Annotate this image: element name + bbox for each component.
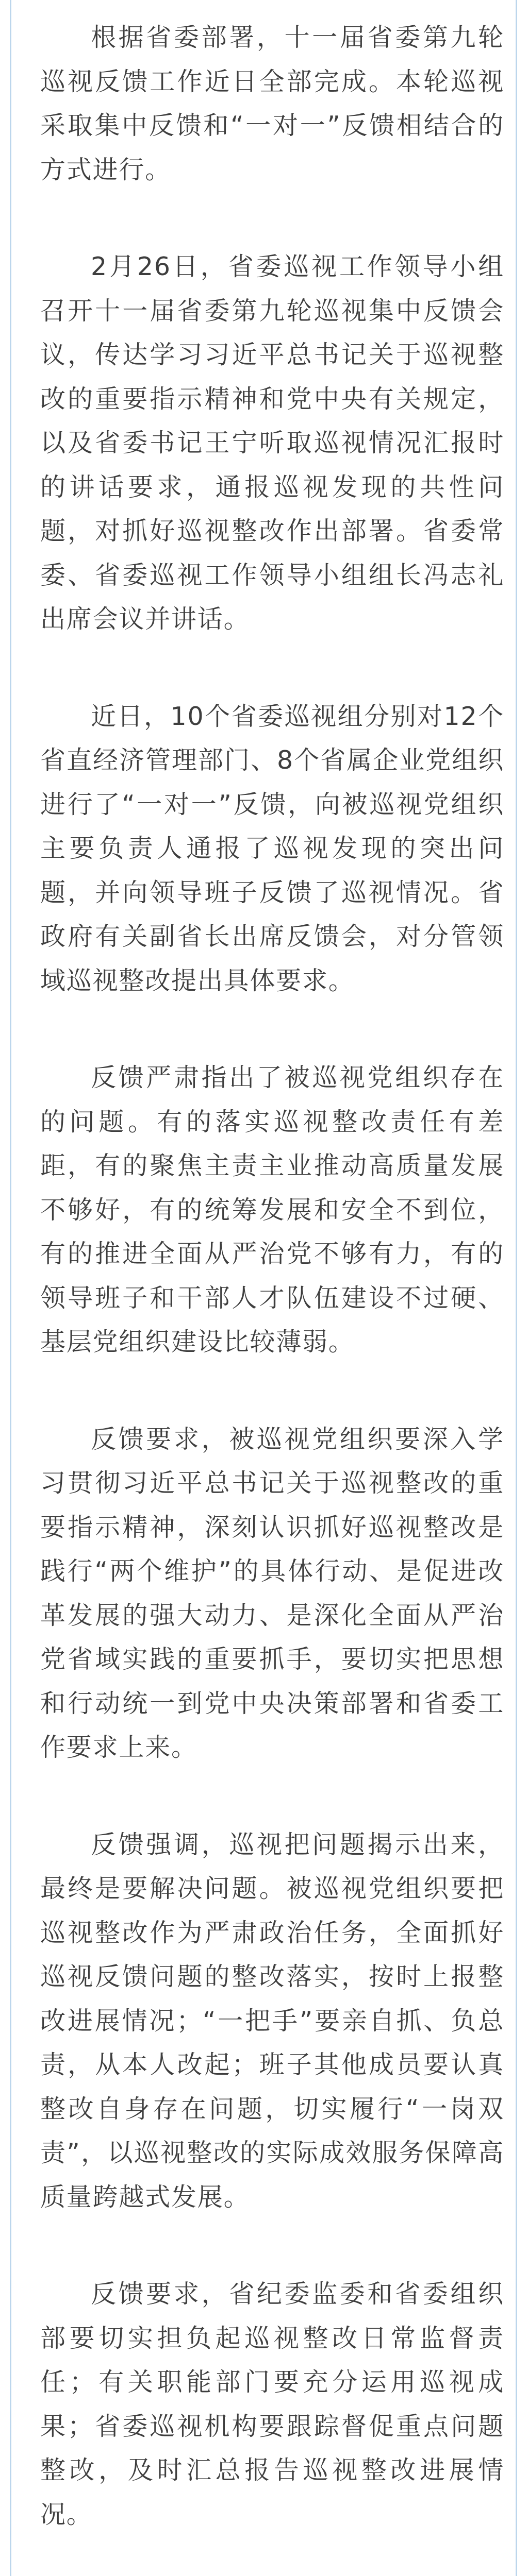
article-body: [40, 15, 504, 2576]
paragraph-3: 近日，10个省委巡视组分别对12个省直经济管理部门、8个省属企业党组织进行了“一对一”反馈，向被巡视党组织主要负责人通报了巡视发现的突出问题，并向领导班子反馈了巡视情况。省政府有关副省长出席反馈会，对分管领域巡视整改提出具体要求。: [40, 701, 504, 995]
paragraph-4: 反馈严肃指出了被巡视党组织存在的问题。有的落实巡视整改责任有差距，有的聚焦主责主业推动高质量发展不够好，有的统筹发展和安全不到位，有的推进全面从严治党不够有力，有的领导班子和干部人才队伍建设不过硬、基层党组织建设比较薄弱。: [40, 1063, 504, 1357]
paragraph-5: 反馈要求，被巡视党组织要深入学习贯彻习近平总书记关于巡视整改的重要指示精神，深刻认识抓好巡视整改是践行“两个维护”的具体行动、是促进改革发展的强大动力、是深化全面从严治党省域实践的重要抓手，要切实把思想和行动统一到党中央决策部署和省委工作要求上来。: [40, 1424, 504, 1762]
article-frame: [10, 0, 517, 2576]
paragraph-7: 反馈要求，省纪委监委和省委组织部要切实担负起巡视整改日常监督责任；有关职能部门要充分运用巡视成果；省委巡视机构要跟踪督促重点问题整改，及时汇总报告巡视整改进展情况。: [40, 2279, 504, 2529]
paragraph-6: 反馈强调，巡视把问题揭示出来，最终是要解决问题。被巡视党组织要把巡视整改作为严肃政治任务，全面抓好巡视反馈问题的整改落实，按时上报整改进展情况；“一把手”要亲自抓、负总责，从本人改起；班子其他成员要认真整改自身存在问题，切实履行“一岗双责”，以巡视整改的实际成效服务保障高质量跨越式发展。: [40, 1829, 504, 2212]
paragraph-1: 根据省委部署，十一届省委第九轮巡视反馈工作近日全部完成。本轮巡视采取集中反馈和“一对一”反馈相结合的方式进行。: [40, 23, 504, 184]
paragraph-2: 2月26日，省委巡视工作领导小组召开十一届省委第九轮巡视集中反馈会议，传达学习习近平总书记关于巡视整改的重要指示精神和党中央有关规定，以及省委书记王宁听取巡视情况汇报时的讲话要求，通报巡视发现的共性问题，对抓好巡视整改作出部署。省委常委、省委巡视工作领导小组组长冯志礼出席会议并讲话。: [40, 252, 504, 634]
